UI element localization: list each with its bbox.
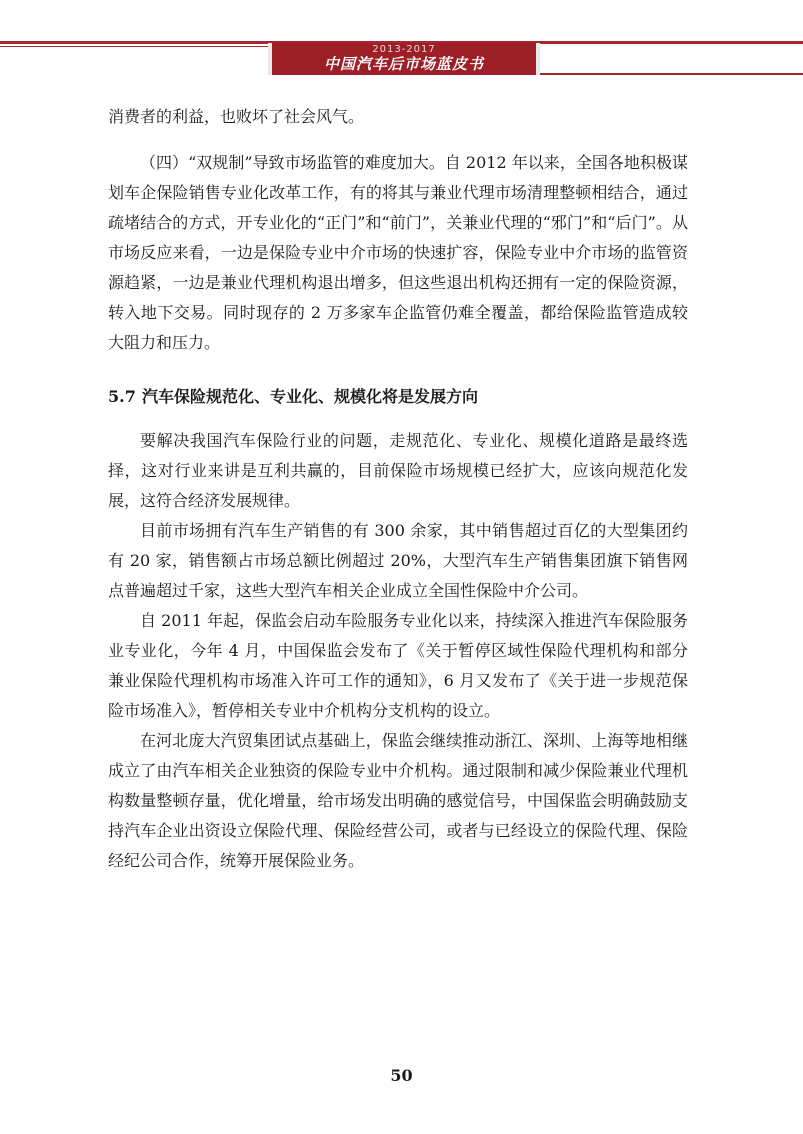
header-rule-bottom	[540, 73, 803, 75]
header-rule-thin	[0, 46, 270, 47]
paragraph-3: 自 2011 年起，保监会启动车险服务专业化以来，持续深入推进汽车保险服务业专业化，今年 4 月，中国保监会发布了《关于暂停区域性保险代理机构和部分兼业保险代理机构市场准入许可工作的通知》，6 月又发布了《关于进一步规范保险市场准入》，暂停相关专业中介机构分支机构的设立。	[108, 611, 688, 720]
page-number: 50	[390, 1066, 413, 1085]
section-heading	[108, 382, 688, 412]
section-title: 汽车保险规范化、专业化、规模化将是发展方向	[142, 387, 479, 406]
paragraph-continued: 消费者的利益，也败坏了社会风气。	[108, 107, 365, 126]
header-years: 2013-2017	[372, 44, 436, 55]
section-number: 5.7	[108, 387, 136, 406]
paragraph-dual-system: （四）“双规制”导致市场监管的难度加大。自 2012 年以来，全国各地积极谋划车企保险销售专业化改革工作，有的将其与兼业代理市场清理整顿相结合，通过疏堵结合的方式，开专业化的“正门”和“前门”，关兼业代理的“邪门”和“后门”。从市场反应来看，一边是保险专业中介市场的快速扩容，保险专业中介市场的监管资源趋紧，一边是兼业代理机构退出增多，但这些退出机构还拥有一定的保险资源，转入地下交易。同时现存的 2 万多家车企监管仍难全覆盖，都给保险监管造成较大阻力和压力。	[108, 153, 688, 352]
page-body	[108, 102, 688, 876]
paragraph-1: 要解决我国汽车保险行业的问题，走规范化、专业化、规模化道路是最终选择，这对行业来讲是互利共赢的，目前保险市场规模已经扩大，应该向规范化发展，这符合经济发展规律。	[108, 431, 688, 510]
header-banner	[268, 43, 540, 75]
paragraph-4: 在河北庞大汽贸集团试点基础上，保监会继续推动浙江、深圳、上海等地相继成立了由汽车相关企业独资的保险专业中介机构。通过限制和减少保险兼业代理机构数量整顿存量，优化增量，给市场发出明确的感觉信号，中国保监会明确鼓励支持汽车企业出资设立保险代理、保险经营公司，或者与已经设立的保险代理、保险经纪公司合作，统筹开展保险业务。	[108, 731, 688, 870]
header-title: 中国汽车后市场蓝皮书	[323, 55, 484, 73]
paragraph-2: 目前市场拥有汽车生产销售的有 300 余家，其中销售超过百亿的大型集团约有 20 家，销售额占市场总额比例超过 20%，大型汽车生产销售集团旗下销售网点普遍超过千家，这些大型汽车相关企业成立全国性保险中介公司。	[108, 521, 688, 600]
